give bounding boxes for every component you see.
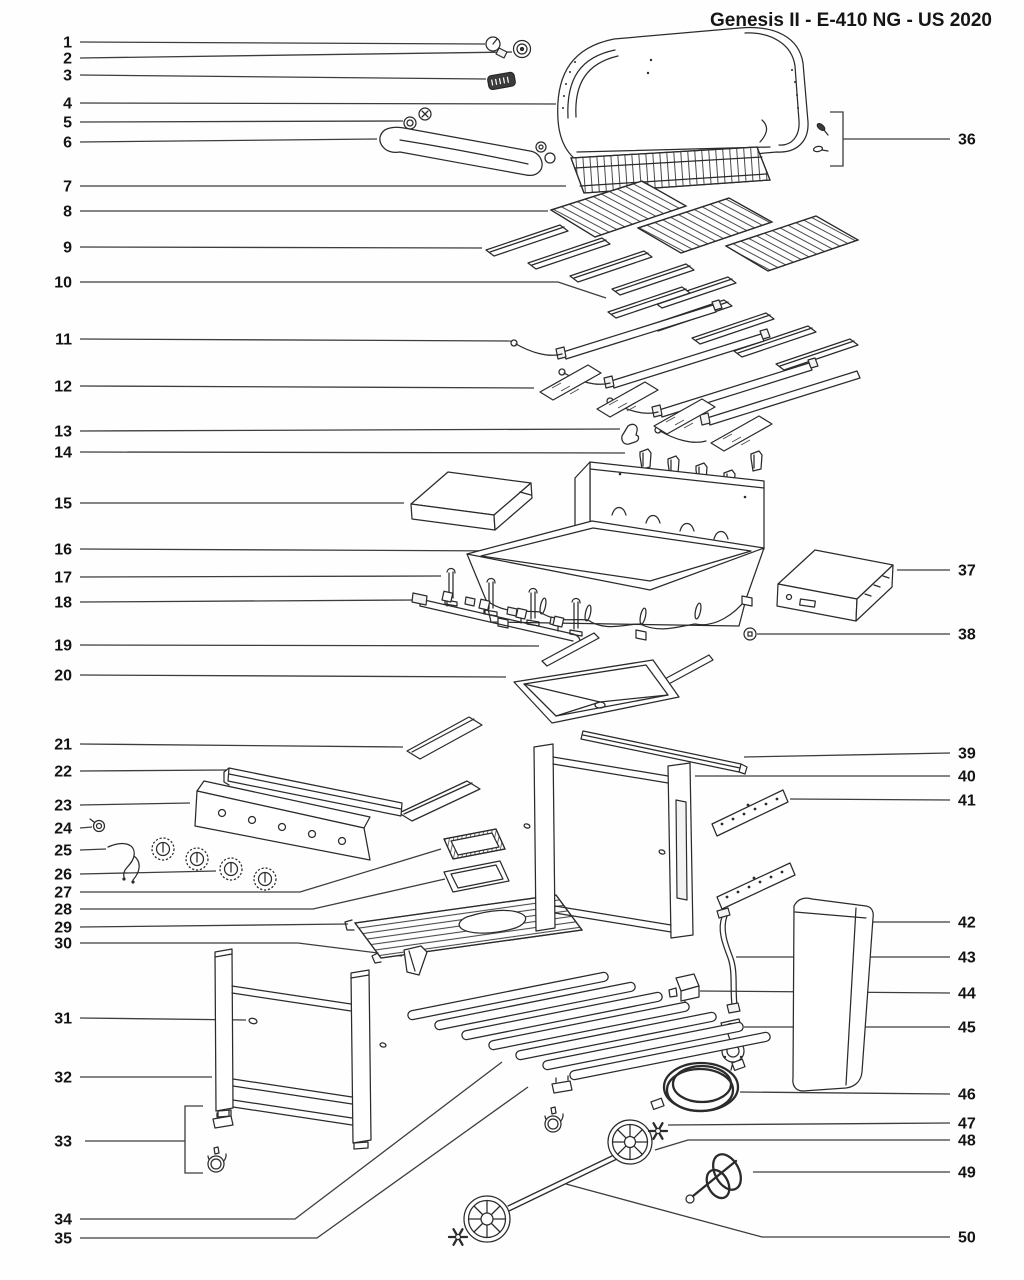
knob-bumper-art <box>744 628 756 640</box>
burner-clip-art <box>622 424 639 444</box>
part-label-7: 7 <box>63 178 72 196</box>
part-label-10: 10 <box>54 274 72 292</box>
leader-line-16 <box>80 549 517 551</box>
part-label-32: 32 <box>54 1069 72 1087</box>
leader-line-4 <box>80 103 556 104</box>
heat-shield-art <box>411 472 532 530</box>
leader-line-10 <box>80 282 606 298</box>
part-label-41: 41 <box>958 792 976 810</box>
leader-line-29 <box>80 924 348 927</box>
leader-line-5 <box>80 121 403 122</box>
part-label-8: 8 <box>63 203 72 221</box>
part-label-1: 1 <box>63 34 72 52</box>
leader-line-19 <box>80 645 539 646</box>
leader-line-12 <box>80 386 534 388</box>
cooking-grates-art <box>551 181 858 271</box>
part-label-11: 11 <box>55 331 72 349</box>
small-pans-art <box>444 829 509 892</box>
part-label-2: 2 <box>63 50 72 68</box>
part-label-42: 42 <box>958 914 976 932</box>
left-frame-art <box>215 949 386 1149</box>
manifold-art <box>412 591 580 650</box>
leader-line-46 <box>740 1092 950 1094</box>
left-side-rails-art <box>399 717 482 821</box>
leader-line-1 <box>80 42 485 44</box>
leader-line-11 <box>80 339 512 341</box>
part-label-38: 38 <box>958 626 976 644</box>
part-label-21: 21 <box>54 736 72 754</box>
part-label-33: 33 <box>54 1133 72 1151</box>
leader-line-17 <box>80 576 441 577</box>
thermometer-art <box>486 37 507 58</box>
part-label-9: 9 <box>63 239 72 257</box>
leader-line-18 <box>80 600 416 602</box>
leader-line-2 <box>80 52 512 58</box>
thermometer-bezel-art <box>514 41 531 58</box>
leader-bracket-33 <box>185 1106 203 1173</box>
leader-line-50 <box>566 1184 950 1237</box>
right-frame-art <box>523 744 693 938</box>
part-label-15: 15 <box>54 495 72 513</box>
leader-line-30 <box>80 943 402 956</box>
part-label-24: 24 <box>54 820 72 838</box>
part-label-12: 12 <box>54 378 72 396</box>
leader-line-25 <box>80 849 106 850</box>
leader-line-3 <box>80 75 486 79</box>
part-label-30: 30 <box>54 935 72 953</box>
logo-plate-art <box>487 72 516 90</box>
control-knobs-art <box>152 838 276 890</box>
part-label-46: 46 <box>958 1086 976 1104</box>
mounting-plates-art <box>712 790 795 909</box>
part-label-18: 18 <box>54 594 72 612</box>
part-label-49: 49 <box>958 1164 976 1182</box>
part-label-37: 37 <box>958 562 976 580</box>
leader-line-39 <box>744 753 950 757</box>
part-label-28: 28 <box>54 901 72 919</box>
leader-bracket-36 <box>830 112 843 166</box>
part-label-31: 31 <box>54 1010 72 1028</box>
part-label-20: 20 <box>54 667 72 685</box>
part-label-5: 5 <box>63 114 72 132</box>
igniter-wire-art <box>108 844 139 884</box>
part-label-13: 13 <box>54 423 72 441</box>
part-label-44: 44 <box>958 985 976 1003</box>
lid-bolts-art <box>813 122 828 152</box>
part-label-35: 35 <box>54 1230 72 1248</box>
frame-top-rail-art <box>581 731 747 774</box>
part-label-25: 25 <box>54 842 72 860</box>
leader-line-14 <box>80 452 625 453</box>
part-label-36: 36 <box>958 131 976 149</box>
igniter-button-art <box>90 819 105 832</box>
part-label-22: 22 <box>54 763 72 781</box>
part-label-23: 23 <box>54 797 72 815</box>
part-label-48: 48 <box>958 1132 976 1150</box>
part-label-19: 19 <box>54 637 72 655</box>
leader-line-26 <box>80 871 216 874</box>
leader-line-13 <box>80 429 620 431</box>
part-label-14: 14 <box>54 444 72 462</box>
hose-retainer-art <box>686 1150 747 1203</box>
part-label-43: 43 <box>958 949 976 967</box>
leader-line-47 <box>668 1123 950 1125</box>
part-label-16: 16 <box>54 541 72 559</box>
part-label-50: 50 <box>958 1229 976 1247</box>
leader-line-20 <box>80 675 506 677</box>
tool-hook-art <box>404 946 427 975</box>
lid-hardware-art <box>404 108 431 129</box>
leader-line-48 <box>655 1140 950 1150</box>
leader-line-35 <box>80 1087 528 1238</box>
part-label-40: 40 <box>958 768 976 786</box>
diagram-title: Genesis II - E-410 NG - US 2020 <box>710 10 992 31</box>
lid-handle-art <box>380 127 555 175</box>
part-label-4: 4 <box>63 95 72 113</box>
leader-line-21 <box>80 744 403 747</box>
part-label-29: 29 <box>54 919 72 937</box>
leader-line-9 <box>80 247 482 248</box>
part-label-27: 27 <box>54 884 72 902</box>
side-panel-art <box>793 898 873 1091</box>
part-label-34: 34 <box>54 1211 72 1229</box>
hose-coil-art <box>651 1059 745 1111</box>
grease-tray-art <box>514 660 679 723</box>
leader-line-41 <box>790 799 950 800</box>
lid-art <box>558 28 808 168</box>
part-label-17: 17 <box>54 569 72 587</box>
part-label-3: 3 <box>63 67 72 85</box>
part-label-26: 26 <box>54 866 72 884</box>
leader-line-22 <box>80 770 226 771</box>
leader-line-23 <box>80 803 190 805</box>
leader-line-6 <box>80 139 377 142</box>
part-label-6: 6 <box>63 134 72 152</box>
grease-tray-holder-art <box>777 550 893 621</box>
leader-line-24 <box>80 827 92 828</box>
hose-upper-art <box>717 908 740 1013</box>
part-label-39: 39 <box>958 745 976 763</box>
wheel-axle-art <box>449 1120 667 1245</box>
part-label-47: 47 <box>958 1115 976 1133</box>
part-label-45: 45 <box>958 1019 976 1037</box>
